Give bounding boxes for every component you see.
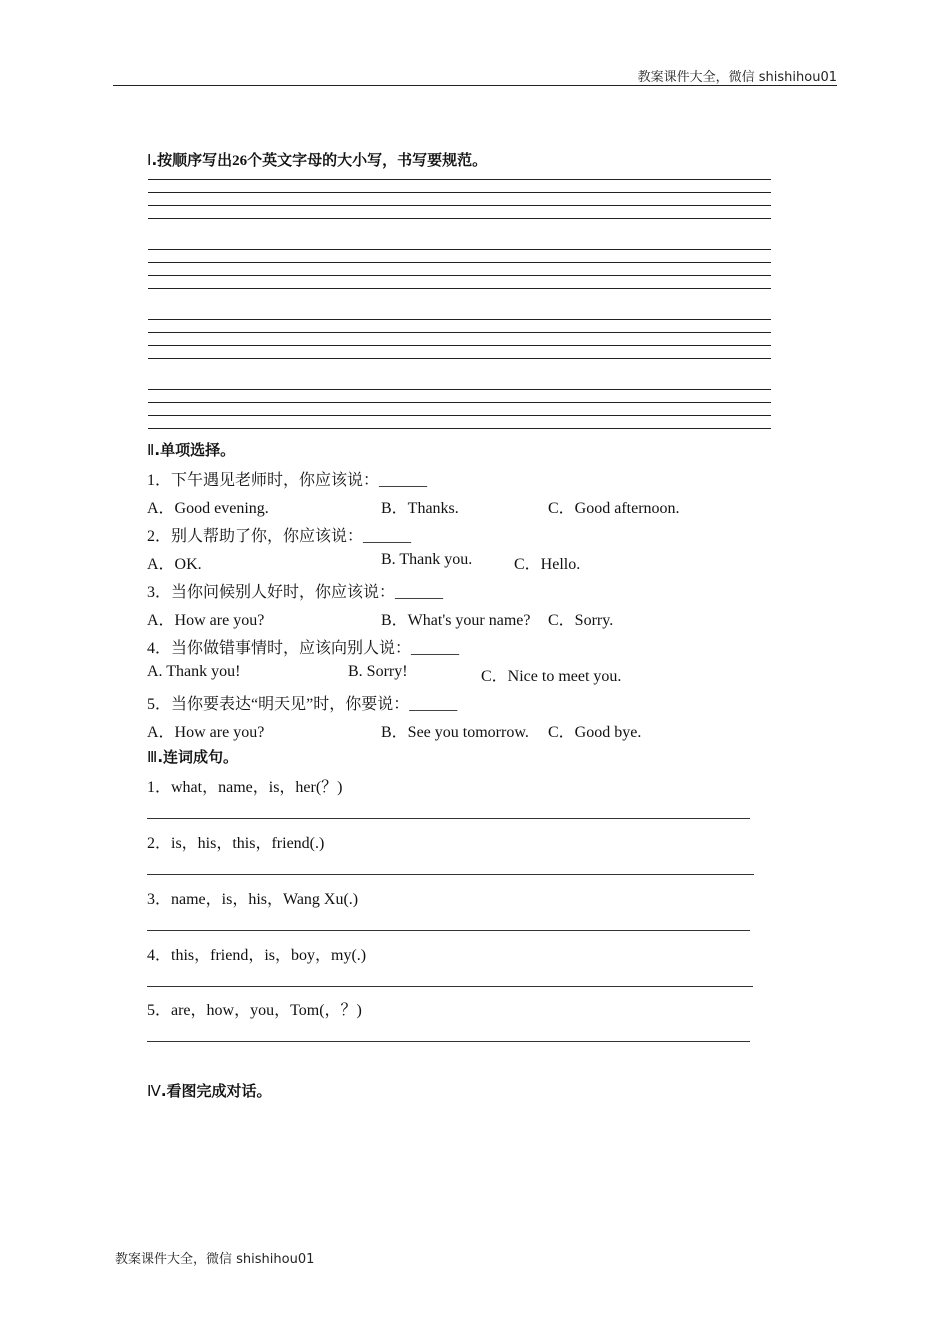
answer-line-1[interactable] <box>147 818 750 819</box>
q3-option-c[interactable]: C．Sorry. <box>548 612 614 629</box>
answer-line-5[interactable] <box>147 1041 750 1042</box>
section-1-numeral: Ⅰ <box>147 153 152 169</box>
q5-option-a[interactable]: A．How are you? <box>147 724 265 741</box>
section-1-title-pre: .按顺序写出 <box>151 151 233 169</box>
header-text: 教案课件大全，微信 shishihou01 <box>637 70 837 85</box>
writing-lines-3[interactable] <box>148 319 771 359</box>
section-4-title <box>147 1080 272 1101</box>
section-4-numeral: Ⅳ <box>147 1084 161 1100</box>
writing-lines-4[interactable] <box>148 389 771 429</box>
section-1-title-num: 26 <box>232 153 248 169</box>
question-3: 3．当你问候别人好时，你应该说：______ <box>147 584 444 601</box>
reorder-item-5: 5．are，how，you，Tom(，？) <box>147 1002 362 1019</box>
question-4: 4．当你做错事情时，应该向别人说：______ <box>147 640 460 657</box>
question-2: 2．别人帮助了你，你应该说：______ <box>147 528 412 545</box>
writing-lines-1[interactable] <box>148 179 771 219</box>
header-rule <box>113 85 837 86</box>
q3-option-b[interactable]: B．What's your name? <box>381 612 531 629</box>
reorder-item-4: 4．this，friend，is，boy，my(.) <box>147 947 367 964</box>
section-4-title-text: .看图完成对话。 <box>160 1082 272 1100</box>
answer-line-2[interactable] <box>147 874 754 875</box>
question-5: 5．当你要表达“明天见”时，你要说：______ <box>147 696 458 713</box>
q4-option-b[interactable]: B. Sorry! <box>348 663 408 680</box>
section-1-title-post: 个英文字母的大小写，书写要规范。 <box>247 151 488 169</box>
q5-option-b[interactable]: B．See you tomorrow. <box>381 724 529 741</box>
section-3-numeral: Ⅲ <box>147 750 158 766</box>
q4-option-c[interactable]: C．Nice to meet you. <box>481 668 622 685</box>
q1-option-a[interactable]: A．Good evening. <box>147 500 269 517</box>
reorder-item-3: 3．name，is，his，Wang Xu(.) <box>147 891 359 908</box>
question-1: 1．下午遇见老师时，你应该说：______ <box>147 472 428 489</box>
q2-option-c[interactable]: C．Hello. <box>514 556 581 573</box>
footer-text: 教案课件大全，微信 shishihou01 <box>115 1252 315 1267</box>
answer-line-4[interactable] <box>147 986 753 987</box>
q2-option-a[interactable]: A．OK. <box>147 556 202 573</box>
q2-option-b[interactable]: B. Thank you. <box>381 551 473 568</box>
section-2-numeral: Ⅱ <box>147 443 155 459</box>
writing-lines-2[interactable] <box>148 249 771 289</box>
section-3-title-text: .连词成句。 <box>157 748 239 766</box>
q4-option-a[interactable]: A. Thank you! <box>147 663 241 680</box>
q5-option-c[interactable]: C．Good bye. <box>548 724 642 741</box>
reorder-item-2: 2．is，his，this，friend(.) <box>147 835 325 852</box>
section-3-title <box>147 746 238 767</box>
section-2-title <box>147 439 235 460</box>
reorder-item-1: 1．what，name，is，her(？) <box>147 779 343 796</box>
q1-option-c[interactable]: C．Good afternoon. <box>548 500 680 517</box>
section-2-title-text: .单项选择。 <box>154 441 236 459</box>
q1-option-b[interactable]: B．Thanks. <box>381 500 459 517</box>
section-1-title <box>147 149 487 170</box>
answer-line-3[interactable] <box>147 930 750 931</box>
q3-option-a[interactable]: A．How are you? <box>147 612 265 629</box>
